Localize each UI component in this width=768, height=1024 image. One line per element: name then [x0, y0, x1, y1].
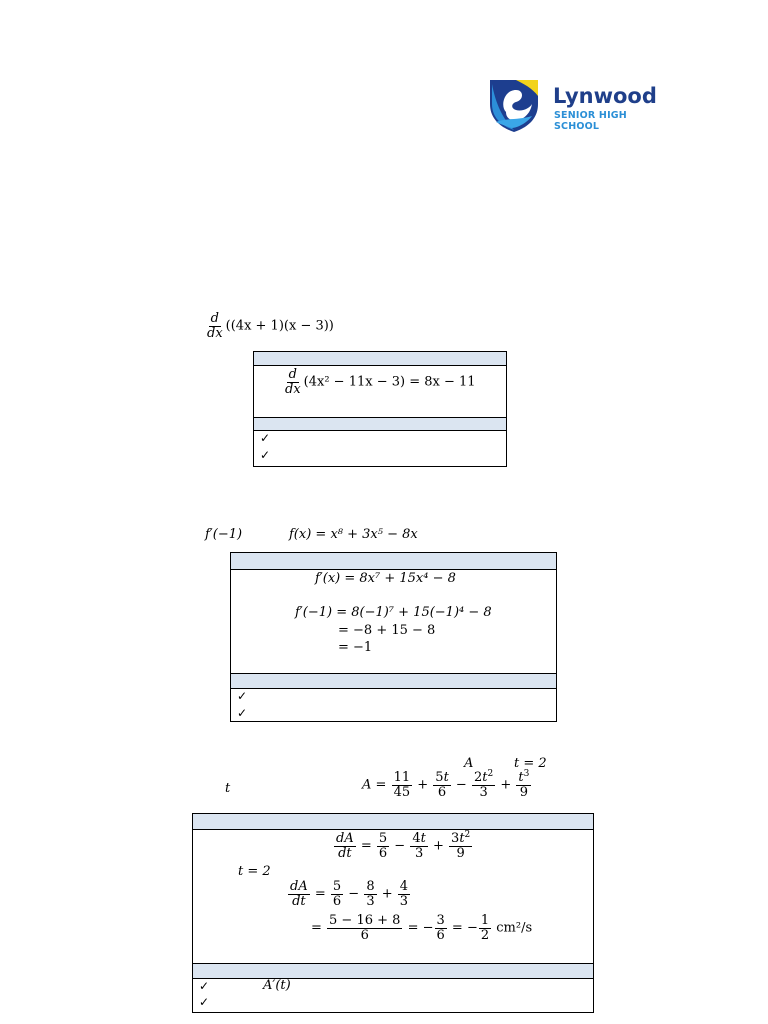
q3-derivative-line: $\frac{dA}{dt}$ = $\frac{5}{6}$ − $\frac{4t}{3}$ + $\frac{3t^2}{9}$ [336, 830, 471, 861]
q3-function: A = $\frac{11}{45}$ + $\frac{5t}{6}$ − $\frac{2t^2}{3}$ + $\frac{t^3}{9}$ [362, 769, 530, 800]
q3-at-t-2: t = 2 [238, 864, 271, 879]
q3-substitution-line: $\frac{dA}{dt}$ = $\frac{5}{6}$ − $\frac{8}{3}$ + $\frac{4}{3}$ [290, 879, 409, 909]
q3-unit: cm²/s [496, 920, 533, 936]
q1-solution-line: $\frac{d}{dx}$ (4x² − 11x − 3) = 8x − 11 [285, 367, 476, 397]
q1-solution-box [253, 351, 507, 467]
q1-mark-2: ✓ [260, 448, 271, 462]
logo-subtitle: SENIOR HIGH SCHOOL [554, 110, 627, 132]
q3-mark-1: ✓ [199, 979, 210, 993]
q3-var-t: t [225, 781, 231, 796]
school-logo [486, 76, 666, 136]
q2-solution-header [231, 553, 556, 570]
q3-t-equals-2: t = 2 [514, 756, 547, 771]
q2-prompt-function: f(x) = x⁸ + 3x⁵ − 8x [289, 527, 418, 542]
q2-solution-box [230, 552, 557, 722]
q2-marking-header [231, 673, 556, 689]
q1-prompt: $\frac{d}{dx}$ ((4x + 1)(x − 3)) [207, 311, 334, 341]
q1-mark-1: ✓ [260, 431, 271, 445]
q2-mark-2: ✓ [237, 706, 248, 720]
logo-name: Lynwood [553, 84, 657, 108]
q1-marking-header [254, 417, 506, 431]
q2-line-2: f′(−1) = 8(−1)⁷ + 15(−1)⁴ − 8 [295, 605, 492, 620]
q2-line-4: = −1 [338, 640, 373, 655]
q3-var-A: A [464, 756, 474, 771]
q1-solution-header [254, 352, 506, 366]
q3-mark-1-text: A′(t) [263, 978, 291, 993]
q2-line-1: f′(x) = 8x⁷ + 15x⁴ − 8 [315, 571, 456, 586]
q3-result-line: = $\frac{5 - 16 + 8}{6}$ = − $\frac{3}{6}$ = − $\frac{1}{2}$ cm²/s [311, 913, 533, 943]
q3-marking-header [193, 963, 593, 979]
q3-mark-2: ✓ [199, 995, 210, 1009]
q2-prompt-left: f′(−1) [205, 527, 243, 542]
q3-solution-header [193, 814, 593, 830]
q1-expression: ((4x + 1)(x − 3)) [225, 318, 334, 334]
q3-solution-box [192, 813, 594, 1013]
q2-mark-1: ✓ [237, 689, 248, 703]
q2-line-3: = −8 + 15 − 8 [338, 623, 436, 638]
swan-shield-icon [486, 76, 544, 134]
